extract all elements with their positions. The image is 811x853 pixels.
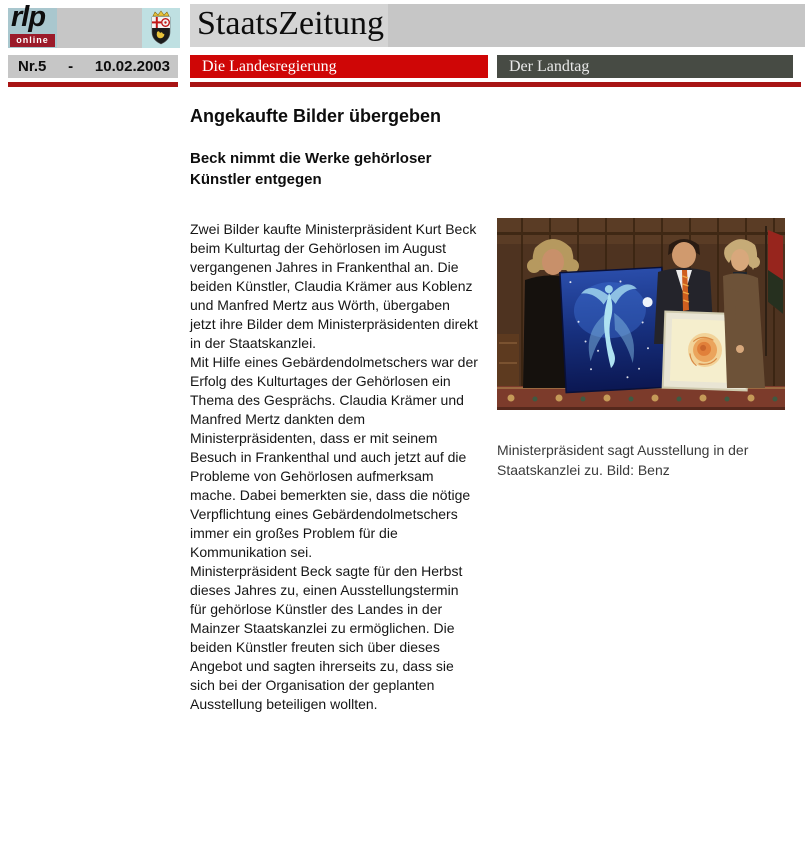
article-subtitle: Beck nimmt die Werke gehörloser Künstler entgegen <box>190 150 432 188</box>
rlp-logo-online-badge: online <box>10 34 55 47</box>
photo-caption: Ministerpräsident sagt Ausstellung in der Staatskanzlei zu. Bild: Benz <box>497 442 749 478</box>
issue-date-box <box>8 55 178 78</box>
rlp-online-logo[interactable] <box>8 1 57 48</box>
masthead <box>190 4 805 47</box>
rlp-logo-text: rlp <box>11 1 46 33</box>
header-spacer-bar <box>57 8 142 48</box>
issue-date: 10.02.2003 <box>94 58 170 75</box>
article-paragraph: Mit Hilfe eines Gebärdendolmetschers war der Erfolg des Kulturtages der Gehörlosen ein Thema des Gesprächs. Claudia Krämer und Manfred Mertz dankten dem Ministerpräsidenten, dass er mit seinem Besuch in Frankenthal und auch jetzt auf die Probleme von Gehörlosen aufmerksam mache. Dabei bemerkten sie, dass die nötige Verpflichtung eines Gebärdendolmetschers immer ein großes Problem für die Kommunikation sei. <box>190 354 478 560</box>
divider-rule-right <box>190 82 801 87</box>
issue-separator: - <box>68 58 74 75</box>
nav-landesregierung[interactable]: Die Landesregierung <box>190 55 488 78</box>
article-paragraph: Ministerpräsident Beck sagte für den Herbst dieses Jahres zu, einen Ausstellungstermin für gehörlose Künstler des Landes in der Mainzer Staatskanzlei zu ermöglichen. Die beiden Künstler freuten sich über dieses Angebot und sagten ihrerseits zu, dass sie sich bei der Organisation der geplanten Ausstellung beteiligen wollten. <box>190 563 463 712</box>
article-photo <box>497 218 785 410</box>
masthead-title: StaatsZeitung <box>197 5 384 42</box>
article-paragraph: Zwei Bilder kaufte Ministerpräsident Kurt Beck beim Kulturtag der Gehörlosen im August vergangenen Jahres in Frankenthal an. Die beiden Künstler, Claudia Krämer aus Koblenz und Manfred Mertz aus Wörth, übergaben jetzt ihre Bilder dem Ministerpräsidenten direkt in der Staatskanzlei. <box>190 221 478 351</box>
divider-rule-left <box>8 82 178 87</box>
article-body <box>190 220 478 714</box>
article-title: Angekaufte Bilder übergeben <box>190 106 442 126</box>
issue-number: Nr.5 <box>18 58 47 75</box>
nav-landtag[interactable]: Der Landtag <box>497 55 793 78</box>
coat-of-arms-icon <box>142 8 180 48</box>
